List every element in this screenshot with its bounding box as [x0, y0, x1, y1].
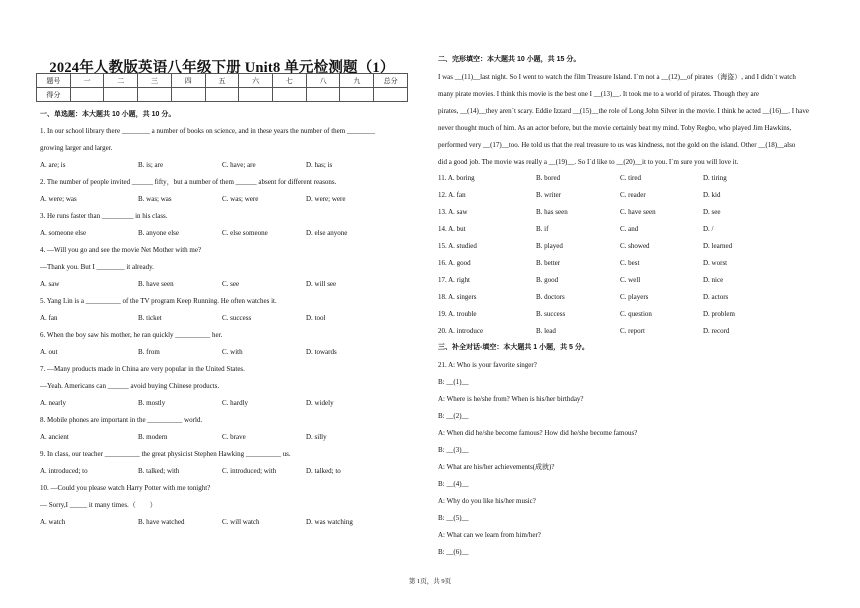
answer-option: A. introduced; to — [40, 467, 88, 475]
answer-option: C. with — [222, 348, 243, 356]
answer-option: B. have watched — [138, 518, 185, 526]
answer-option: B. is; are — [138, 161, 164, 169]
answer-option: C. see — [222, 280, 240, 288]
answer-option: C. showed — [620, 242, 650, 250]
answer-option: D. tiring — [703, 174, 727, 182]
answer-option: D. problem — [703, 310, 735, 318]
question-text: 2. The number of people invited ______ fifty，but a number of them ______ absent for different reasons. — [40, 178, 337, 186]
cloze-passage-line: performed very __(17)__too. He told us that the real treasure to us was kindness, not the gold on the island. Other __(18)__also — [438, 141, 796, 149]
dialogue-line: B: __(4)__ — [438, 480, 469, 488]
answer-option: D. were; were — [306, 195, 346, 203]
answer-option: B. if — [536, 225, 549, 233]
answer-option: D. has; is — [306, 161, 333, 169]
answer-option: B. has seen — [536, 208, 568, 216]
answer-option: 11. A. boring — [438, 174, 475, 182]
answer-option: B. lead — [536, 327, 556, 335]
answer-option: C. have; are — [222, 161, 256, 169]
answer-option: B. was; was — [138, 195, 172, 203]
answer-option: B. success — [536, 310, 566, 318]
question-text: 3. He runs faster than _________ in his class. — [40, 212, 168, 220]
answer-option: B. from — [138, 348, 160, 356]
score-header-cell: 五 — [205, 74, 239, 88]
answer-option: B. mostly — [138, 399, 166, 407]
section-heading: 三、补全对话-填空：本大题共 1 小题，共 5 分。 — [438, 344, 589, 351]
score-header-cell: 八 — [306, 74, 340, 88]
score-header-cell: 四 — [171, 74, 205, 88]
answer-option: C. best — [620, 259, 640, 267]
dialogue-line: B: __(6)__ — [438, 548, 469, 556]
question-text: growing larger and larger. — [40, 144, 113, 152]
score-cell — [205, 88, 239, 102]
answer-option: C. introduced; with — [222, 467, 277, 475]
score-header-cell: 七 — [273, 74, 307, 88]
dialogue-line: B: __(5)__ — [438, 514, 469, 522]
score-table — [36, 73, 408, 102]
answer-option: D. will see — [306, 280, 337, 288]
question-text: 4. —Will you go and see the movie Net Mother with me? — [40, 246, 202, 254]
score-cell — [138, 88, 172, 102]
answer-option: 17. A. right — [438, 276, 470, 284]
question-text: 5. Yang Lin is a __________ of the TV program Keep Running. He often watches it. — [40, 297, 277, 305]
answer-option: C. hardly — [222, 399, 249, 407]
answer-option: B. modern — [138, 433, 168, 441]
question-text: —Yeah. Americans can ______ avoid buying Chinese products. — [40, 382, 220, 390]
answer-option: D. actors — [703, 293, 729, 301]
score-cell — [340, 88, 374, 102]
answer-option: B. bored — [536, 174, 561, 182]
answer-option: C. will watch — [222, 518, 260, 526]
answer-option: D. see — [703, 208, 721, 216]
dialogue-line: A: What are his/her achievements(成就)? — [438, 463, 555, 471]
dialogue-line: A: Where is he/she from? When is his/her birthday? — [438, 395, 584, 403]
answer-option: C. reader — [620, 191, 646, 199]
score-header-cell: 总分 — [374, 74, 408, 88]
answer-option: 13. A. saw — [438, 208, 468, 216]
score-header-cell: 题号 — [37, 74, 71, 88]
score-cell — [239, 88, 273, 102]
score-table-header-row — [37, 74, 408, 88]
answer-option: D. silly — [306, 433, 327, 441]
section-heading: 二、完形填空：本大题共 10 小题，共 15 分。 — [438, 56, 581, 63]
score-cell — [273, 88, 307, 102]
dialogue-line: A: Why do you like his/her music? — [438, 497, 536, 505]
question-text: —Thank you. But I ________ it already. — [40, 263, 154, 271]
answer-option: C. question — [620, 310, 652, 318]
answer-option: D. else anyone — [306, 229, 348, 237]
dialogue-line: B: __(2)__ — [438, 412, 469, 420]
question-text: 1. In our school library there ________ a number of books on science, and in these years the number of them ________ — [40, 127, 375, 135]
answer-option: D. talked; to — [306, 467, 341, 475]
answer-option: C. else someone — [222, 229, 268, 237]
question-text: 6. When the boy saw his mother, he ran quickly __________ her. — [40, 331, 223, 339]
answer-option: A. out — [40, 348, 58, 356]
score-cell — [306, 88, 340, 102]
answer-option: A. were; was — [40, 195, 77, 203]
answer-option: C. success — [222, 314, 252, 322]
answer-option: D. learned — [703, 242, 733, 250]
page-title: 2024年人教版英语八年级下册 Unit8 单元检测题（1） — [49, 60, 395, 76]
answer-option: A. are; is — [40, 161, 66, 169]
answer-option: C. and — [620, 225, 639, 233]
answer-option: 14. A. but — [438, 225, 466, 233]
answer-option: 16. A. good — [438, 259, 471, 267]
dialogue-line: 21. A: Who is your favorite singer? — [438, 361, 537, 369]
answer-option: A. watch — [40, 518, 66, 526]
answer-option: C. have seen — [620, 208, 656, 216]
score-cell — [104, 88, 138, 102]
answer-option: B. anyone else — [138, 229, 180, 237]
answer-option: D. record — [703, 327, 730, 335]
section-heading: 一、单选题：本大题共 10 小题，共 10 分。 — [40, 111, 176, 118]
question-text: 7. —Many products made in China are very popular in the United States. — [40, 365, 245, 373]
score-header-cell: 二 — [104, 74, 138, 88]
answer-option: A. saw — [40, 280, 60, 288]
answer-option: D. worst — [703, 259, 728, 267]
question-text: 10. —Could you please watch Harry Potter with me tonight? — [40, 484, 211, 492]
answer-option: 20. A. introduce — [438, 327, 484, 335]
answer-option: A. nearly — [40, 399, 67, 407]
score-row-label: 得分 — [37, 88, 71, 102]
answer-option: C. well — [620, 276, 641, 284]
answer-option: C. tired — [620, 174, 641, 182]
dialogue-line: B: __(1)__ — [438, 378, 469, 386]
answer-option: D. kid — [703, 191, 721, 199]
answer-option: D. was watching — [306, 518, 353, 526]
score-table-score-row — [37, 88, 408, 102]
answer-option: D. tool — [306, 314, 326, 322]
answer-option: 19. A. trouble — [438, 310, 477, 318]
cloze-passage-line: pirates, __(14)__they aren`t scary. Eddie Izzard __(15)__the role of Long John Silver in the movie. I think he acted __(16)__. I have — [438, 107, 810, 115]
answer-option: D. nice — [703, 276, 724, 284]
answer-option: D. widely — [306, 399, 334, 407]
dialogue-line: A: What can we learn from him/her? — [438, 531, 541, 539]
score-header-cell: 六 — [239, 74, 273, 88]
answer-option: 15. A. studied — [438, 242, 477, 250]
answer-option: C. was; were — [222, 195, 259, 203]
score-header-cell: 一 — [70, 74, 104, 88]
answer-option: B. played — [536, 242, 563, 250]
question-text: 8. Mobile phones are important in the __________ world. — [40, 416, 203, 424]
answer-option: B. have seen — [138, 280, 174, 288]
cloze-passage-line: I was __(11)__last night. So I went to watch the film Treasure Island. I`m not a __(12)__of pirates（海盗）, and I didn`t watch — [438, 73, 796, 81]
answer-option: A. fan — [40, 314, 58, 322]
answer-option: B. good — [536, 276, 559, 284]
answer-option: C. report — [620, 327, 645, 335]
dialogue-line: A: When did he/she become famous? How did he/she become famous? — [438, 429, 638, 437]
answer-option: D. / — [703, 225, 714, 233]
answer-option: B. ticket — [138, 314, 162, 322]
question-text: — Sorry,I _____ it many times.（ ） — [40, 501, 157, 509]
score-cell — [70, 88, 104, 102]
answer-option: B. doctors — [536, 293, 565, 301]
answer-option: B. talked; with — [138, 467, 180, 475]
cloze-passage-line: did a good job. The movie was really a __(19)__. So I`d like to __(20)__it to you. I`m sure you will love it. — [438, 158, 739, 166]
question-text: 9. In class, our teacher __________ the great physicist Stephen Hawking __________ us. — [40, 450, 291, 458]
page-footer: 第 1页，共 9页 — [408, 578, 452, 585]
answer-option: B. writer — [536, 191, 561, 199]
cloze-passage-line: never thought much of him. As an actor before, but the movie certainly beat my mind. Toby Regbo, who played Jim Hawkins, — [438, 124, 792, 132]
answer-option: A. ancient — [40, 433, 69, 441]
answer-option: D. towards — [306, 348, 337, 356]
dialogue-line: B: __(3)__ — [438, 446, 469, 454]
answer-option: 12. A. fan — [438, 191, 466, 199]
answer-option: C. players — [620, 293, 649, 301]
answer-option: B. better — [536, 259, 561, 267]
answer-option: 18. A. singers — [438, 293, 477, 301]
score-header-cell: 三 — [138, 74, 172, 88]
score-cell — [171, 88, 205, 102]
answer-option: C. brave — [222, 433, 246, 441]
score-header-cell: 九 — [340, 74, 374, 88]
answer-option: A. someone else — [40, 229, 87, 237]
score-cell — [374, 88, 408, 102]
cloze-passage-line: many pirate movies. I think this movie is the best one I __(13)__. It took me to a world of pirates. Though they are — [438, 90, 760, 98]
